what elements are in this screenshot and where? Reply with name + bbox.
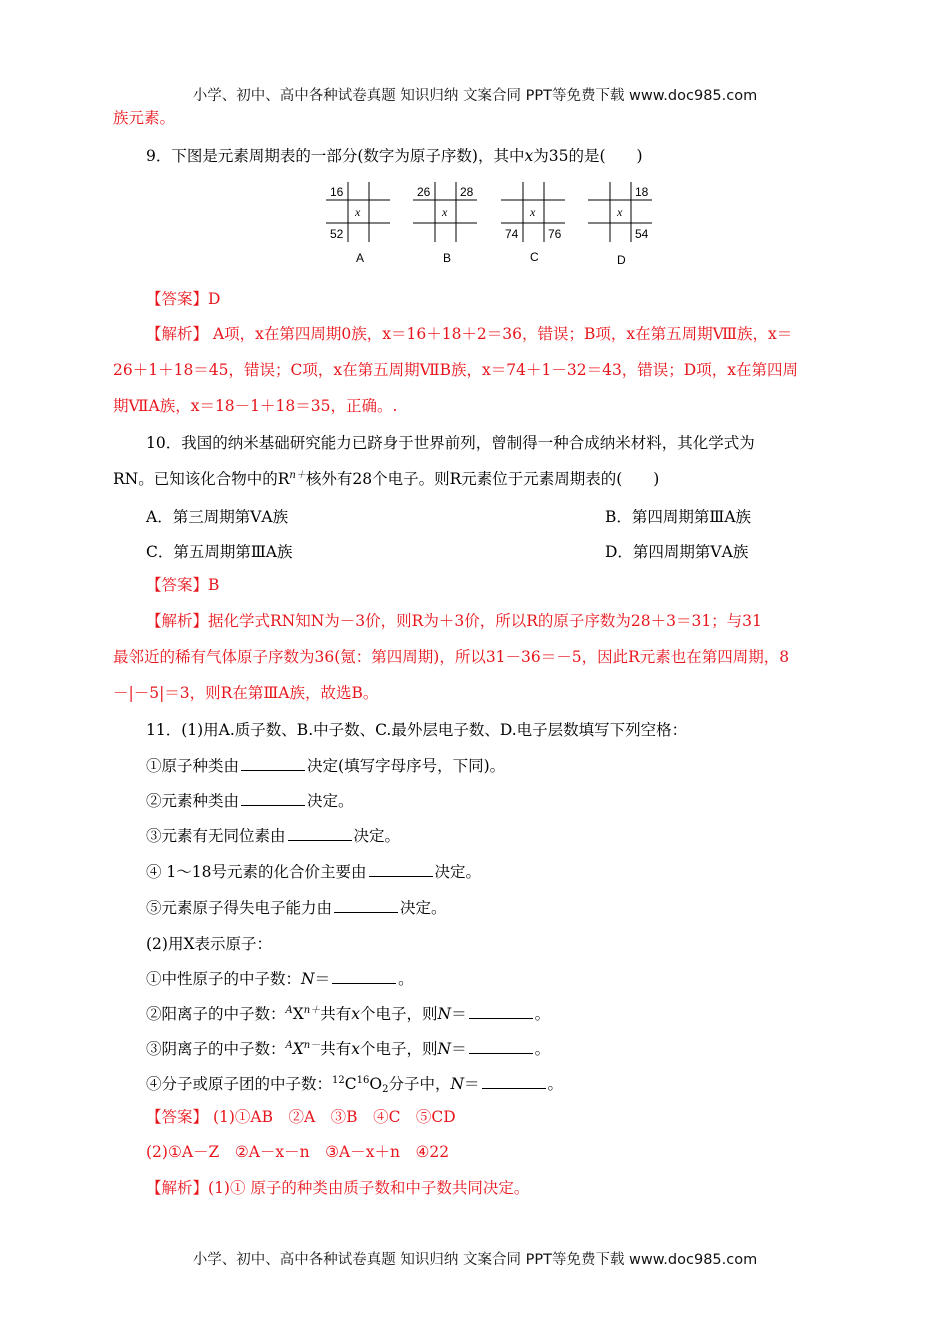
q10-option-a: A．第三周期第ⅤA族 [146,508,289,526]
q11-analysis-text: (1)① 原子的种类由质子数和中子数共同决定。 [208,1179,530,1197]
q9-table-d [588,182,652,267]
q11-part1-item-3 [146,826,400,846]
variable-n: N [301,970,315,988]
q11-item-text: ①中性原子的中子数： [146,970,302,988]
q11-item-text: 个电子，则 [360,1005,438,1023]
q10-stem-line-2 [113,469,659,489]
page-header: 小学、初中、高中各种试卷真题 知识归纳 文案合同 PPT等免费下载 www.doc985.com [192,88,758,104]
answer-blank[interactable] [469,1039,533,1054]
q9-b-label: B [443,251,452,265]
q11-part1-item-2 [146,791,354,811]
q10-stem-text-end: 核外有28个电子。则R元素位于元素周期表的( ) [305,470,660,488]
analysis-tag: 【解析】 [146,325,209,343]
answer-blank[interactable] [482,1074,546,1089]
variable-x: x [351,1005,361,1023]
q9-b-x: x [442,205,448,219]
q9-stem-text: 9．下图是元素周期表的一部分(数字为原子序数)，其中 [146,147,525,165]
q11-item-text: 共有 [320,1040,352,1058]
isotope-superscript: 16 [356,1075,370,1086]
isotope-superscript: 12 [332,1075,345,1086]
q11-item-text-end: 决定(填写字母序号，下同)。 [307,757,506,775]
q10-stem-line-1: 10．我国的纳米基础研究能力已跻身于世界前列，曾制得一种合成纳米材料，其化学式为 [146,434,755,452]
q11-item-text-end: 决定。 [353,827,401,845]
answer-tag: 【答案】 [146,576,209,594]
q9-d-x: x [617,205,623,219]
answer-blank[interactable] [241,756,305,771]
q11-analysis [146,1178,529,1198]
q11-item-text: ③元素有无同位素由 [146,827,286,845]
q9-d-label: D [617,253,626,267]
q9-analysis-line-1 [146,324,792,344]
q9-c-bottom-right: 76 [548,227,562,241]
q11-item-text: ①原子种类由 [146,757,240,775]
q9-a-bottom-left: 52 [330,227,344,241]
q10-charge-superscript: n＋ [289,470,306,481]
mass-number-superscript: A [285,1040,293,1051]
previous-answer-tail: 族元素。 [113,109,176,127]
answer-blank[interactable] [241,791,305,806]
q11-item-text: 个电子，则 [360,1040,438,1058]
q9-d-bottom-right: 54 [635,227,649,241]
q10-analysis-line-1 [146,611,762,631]
q9-table-b [413,182,477,265]
period: 。 [534,1005,551,1023]
q10-analysis-line-2: 最邻近的稀有气体原子序数为36(氪：第四周期)，所以31－36＝－5，因此R元素也在第四周期，8 [113,648,790,666]
q9-periodic-table-figures [300,178,660,270]
q9-analysis-line-3: 期ⅦA族，x＝18－1＋18＝35，正确。. [113,397,398,415]
q9-d-top-right: 18 [635,185,649,199]
q10-answer-value: B [208,576,220,594]
analysis-tag: 【解析】 [146,1179,209,1197]
q9-c-bottom-left: 74 [505,227,519,241]
answer-blank[interactable] [469,1004,533,1019]
q11-part2-item-4 [146,1074,563,1094]
q9-c-label: C [530,250,539,264]
q11-part2-intro: (2)用X表示原子： [146,935,272,953]
q11-answer-line-2: (2)①A－Z ②A－x－n ③A－x＋n ④22 [146,1143,450,1161]
period: 。 [534,1040,551,1058]
charge-superscript: n＋ [303,1005,321,1016]
q11-item-text: ④ 1～18号元素的化合价主要由 [146,863,367,881]
q9-table-c [501,182,565,264]
q10-option-b: B．第四周期第ⅢA族 [605,508,752,526]
q9-answer [146,289,220,309]
answer-blank[interactable] [334,898,398,913]
q11-item-text-end: 决定。 [400,899,447,917]
variable-n: N [437,1040,452,1058]
analysis-tag: 【解析】 [146,612,209,630]
q11-part2-item-2 [146,1004,550,1024]
mass-number-superscript: A [285,1005,293,1016]
q11-item-text-end: 决定。 [307,792,354,810]
q11-part1-item-5 [146,898,447,918]
q11-part1-item-4 [146,862,481,882]
q9-a-x: x [355,205,361,219]
q11-item-text: ②阳离子的中子数： [146,1005,286,1023]
q11-part2-item-3 [146,1039,550,1059]
q11-item-text: 分子中， [388,1075,451,1093]
variable-n: N [437,1005,452,1023]
element-symbol-x: X [292,1040,304,1058]
equals-sign: ＝ [464,1075,480,1093]
answer-tag: 【答案】 [146,290,209,308]
q11-item-text-end: 决定。 [434,863,482,881]
variable-x: x [351,1040,361,1058]
atom-count-subscript: 2 [382,1084,389,1095]
q9-analysis-text-1: A项，x在第四周期0族，x＝16＋18＋2＝36，错误；B项，x在第五周期Ⅷ族，x＝ [208,325,793,343]
q10-option-d: D．第四周期第ⅤA族 [605,543,749,561]
q11-item-text: ②元素种类由 [146,792,240,810]
q10-answer [146,575,219,595]
q9-a-top-left: 16 [330,185,344,199]
q11-item-text: 共有 [320,1005,352,1023]
element-symbol-o: O [369,1075,383,1093]
q9-analysis-line-2: 26＋1＋18＝45，错误；C项，x在第五周期ⅦB族，x＝74＋1－32＝43，错误；D项，x在第四周 [113,361,798,379]
q9-b-top-left: 26 [417,185,431,199]
q9-table-a [326,182,390,265]
q9-stem [146,146,643,166]
equals-sign: ＝ [451,1005,467,1023]
q11-answer-value-1: (1)①AB ②A ③B ④C ⑤CD [208,1108,456,1126]
q9-variable-x: x [524,147,534,165]
period: 。 [398,970,414,988]
q9-b-top-right: 28 [460,185,474,199]
page-footer: 小学、初中、高中各种试卷真题 知识归纳 文案合同 PPT等免费下载 www.doc985.com [192,1252,758,1268]
q11-item-text: ⑤元素原子得失电子能力由 [146,899,333,917]
equals-sign: ＝ [314,970,331,988]
q11-answer-line-1 [146,1107,456,1127]
answer-blank[interactable] [288,826,352,841]
period: 。 [547,1075,564,1093]
q9-stem-text-end: 为35的是( ) [533,147,643,165]
element-symbol-x: X [292,1005,304,1023]
variable-n: N [450,1075,465,1093]
answer-tag: 【答案】 [146,1108,209,1126]
q9-c-x: x [530,205,536,219]
q10-option-c: C．第五周期第ⅢA族 [146,543,293,561]
charge-superscript: n－ [303,1040,321,1051]
q11-item-text: ③阴离子的中子数： [146,1040,286,1058]
answer-blank[interactable] [332,969,396,984]
q11-part2-item-1 [146,969,414,989]
q9-answer-value: D [208,290,221,308]
q10-analysis-text-1: 据化学式RN知N为－3价，则R为＋3价，所以R的原子序数为28＋3＝31；与31 [208,612,762,630]
q10-analysis-line-3: －|－5|＝3，则R在第ⅢA族，故选B。 [113,684,379,702]
q9-a-label: A [356,251,365,265]
equals-sign: ＝ [451,1040,467,1058]
q11-item-text: ④分子或原子团的中子数： [146,1075,333,1093]
q10-stem-text: RN。已知该化合物中的R [113,470,290,488]
q11-intro: 11．(1)用A.质子数、B.中子数、C.最外层电子数、D.电子层数填写下列空格： [146,721,688,739]
q11-part1-item-1 [146,756,505,776]
answer-blank[interactable] [369,862,433,877]
element-symbol-c: C [344,1075,357,1093]
